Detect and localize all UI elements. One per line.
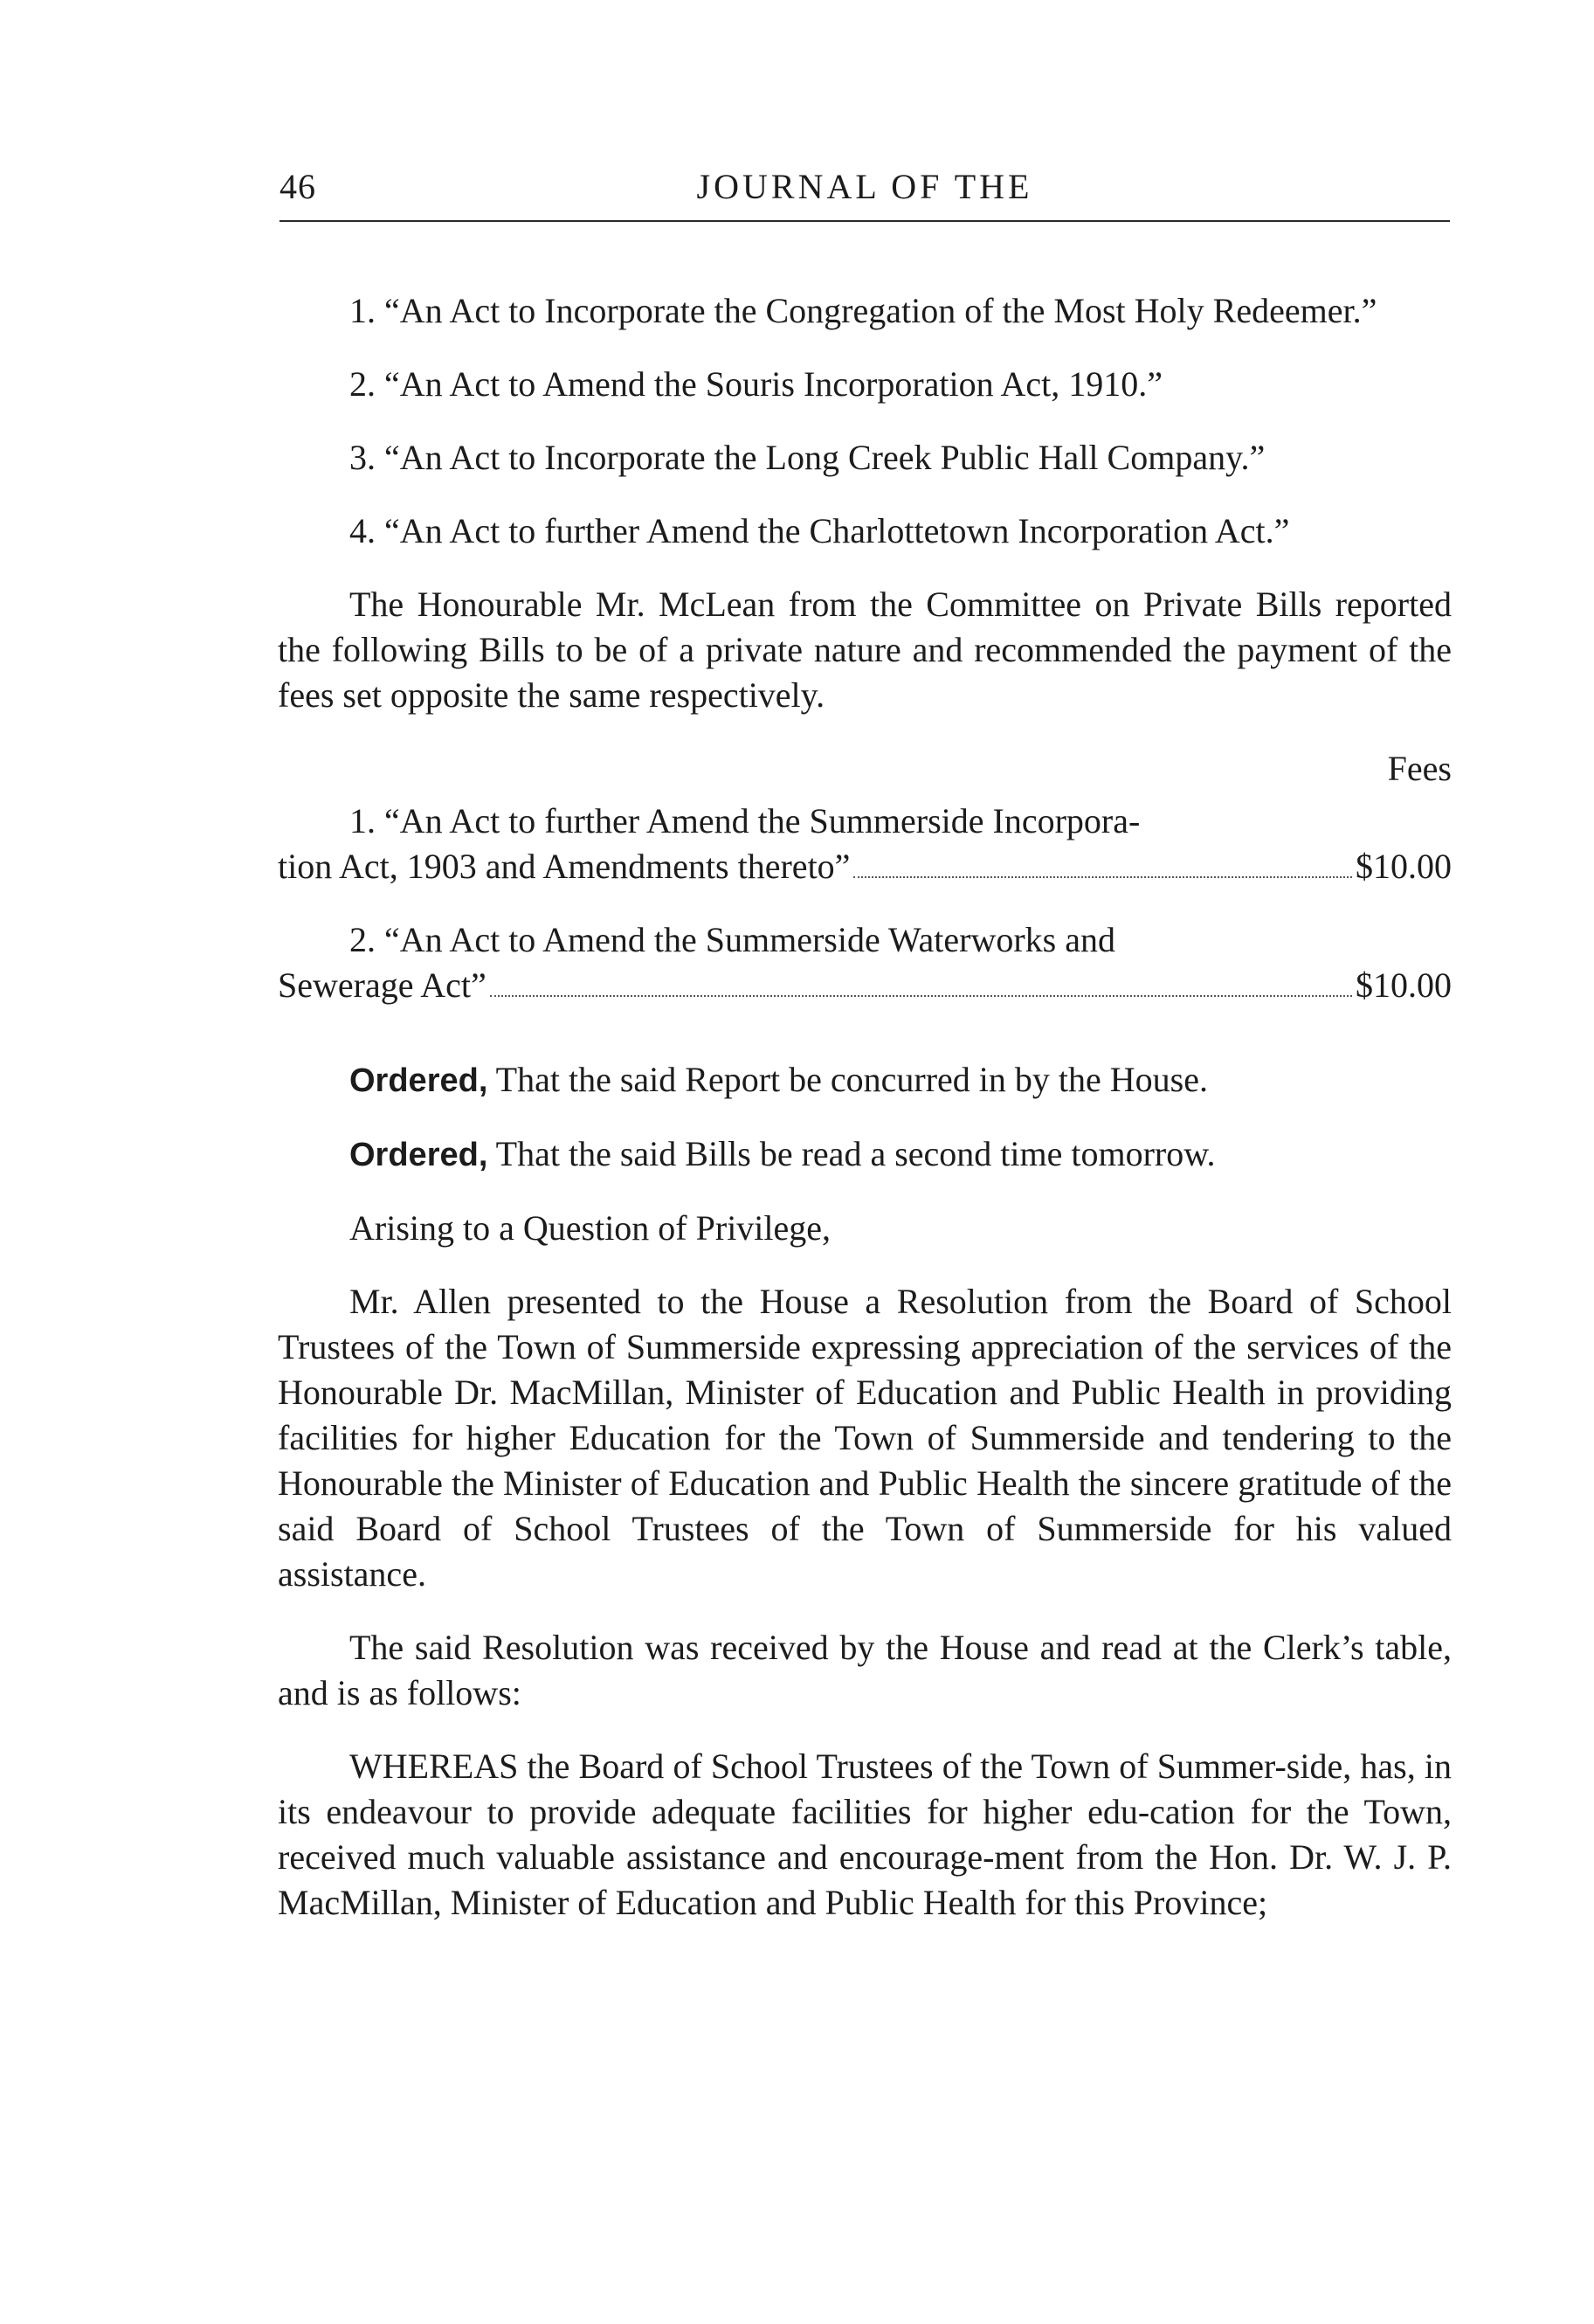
header-rule: [279, 220, 1450, 222]
question-of-privilege: Arising to a Question of Privilege,: [349, 1208, 832, 1248]
fee-line: [278, 963, 1452, 1008]
ordered-report: [278, 1057, 1452, 1103]
private-bills-report: The Honourable Mr. McLean from the Committee on Private Bills reported the following Bills to be of a private nature and recommended the payment of the fees set opposite the same respectively.: [278, 584, 1452, 715]
dot-leader: [853, 876, 1352, 878]
page-header: [279, 157, 1450, 218]
act-item-2: 2. “An Act to Amend the Souris Incorporation Act, 1910.”: [349, 364, 1163, 404]
act-item-3: 3. “An Act to Incorporate the Long Creek Public Hall Company.”: [349, 438, 1266, 477]
running-head: JOURNAL OF THE: [696, 167, 1033, 206]
page-body: [278, 288, 1452, 1954]
ordered-text: That the said Bills be read a second time tomorrow.: [487, 1134, 1216, 1173]
fee-item-text-cont: tion Act, 1903 and Amendments thereto”: [278, 847, 851, 886]
ordered-text: That the said Report be concurred in by the House.: [487, 1060, 1208, 1099]
fee-line: [278, 844, 1452, 889]
fee-amount: $10.00: [1356, 847, 1452, 886]
ordered-lead: Ordered,: [349, 1062, 488, 1099]
fees-heading: Fees: [1387, 749, 1452, 788]
page-number: 46: [279, 167, 316, 206]
ordered-lead: Ordered,: [349, 1137, 488, 1173]
fee-item-text: 1. “An Act to further Amend the Summerside Incorpora-: [349, 801, 1141, 840]
allen-paragraph: Mr. Allen presented to the House a Resolution from the Board of School Trustees of the Town of Summerside expressing appreciation of the services of the Honourable Dr. MacMillan, Minister of Education and Public Health in providing facilities for higher Education for the Town of Summerside and tendering to the Honourable the Minister of Education and Public Health the sincere gratitude of the said Board of School Trustees of the Town of Summerside for his valued assistance.: [278, 1282, 1452, 1594]
act-item-1: 1. “An Act to Incorporate the Congregation of the Most Holy Redeemer.”: [349, 291, 1377, 330]
fee-item-2: [278, 917, 1452, 1008]
fee-item-1: [278, 799, 1452, 889]
fee-item-text: 2. “An Act to Amend the Summerside Waterworks and: [349, 920, 1115, 959]
fee-amount: $10.00: [1356, 965, 1452, 1005]
dot-leader: [490, 995, 1352, 997]
ordered-bills: [278, 1131, 1452, 1178]
act-item-4: 4. “An Act to further Amend the Charlottetown Incorporation Act.”: [349, 511, 1290, 550]
whereas-paragraph: WHEREAS the Board of School Trustees of the Town of Summer-side, has, in its endeavour to provide adequate facilities for higher edu-cation for the Town, received much valuable assistance and encourage-ment from the Hon. Dr. W. J. P. MacMillan, Minister of Education and Public Health for this Province;: [278, 1746, 1452, 1922]
resolution-received: The said Resolution was received by the House and read at the Clerk’s table, and is as follows:: [278, 1628, 1452, 1712]
fee-item-text-cont: Sewerage Act”: [278, 965, 486, 1005]
